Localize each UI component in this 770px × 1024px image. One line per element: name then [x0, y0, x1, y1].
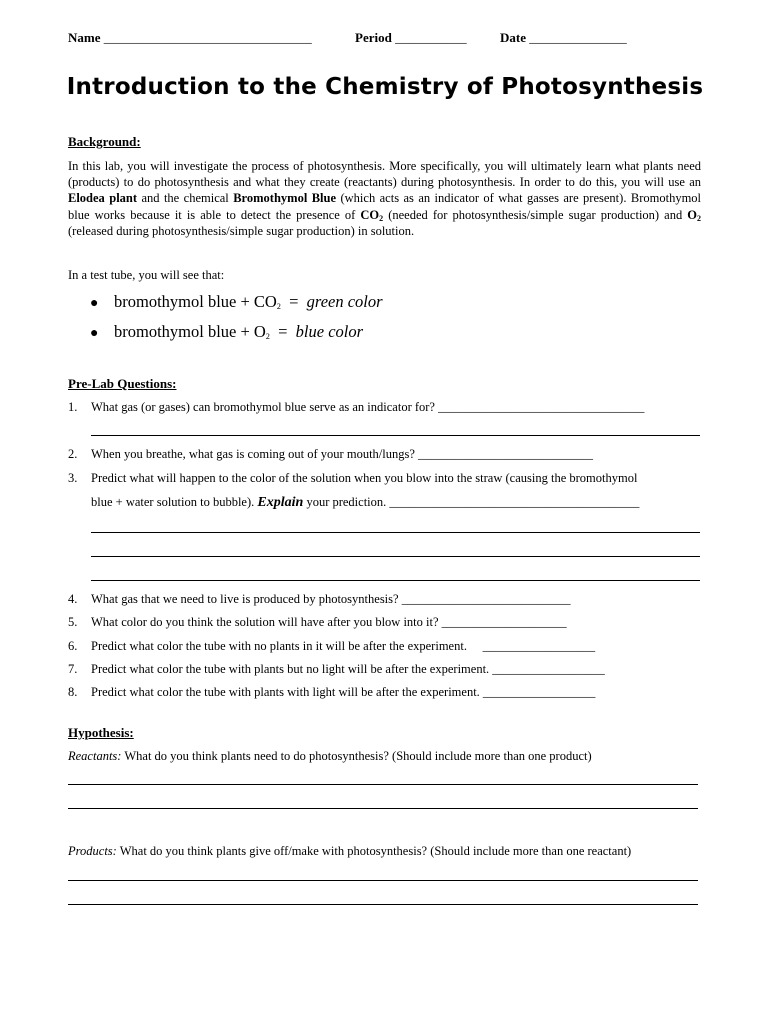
background-text-4: (needed for photosynthesis/simple sugar production) and: [383, 207, 688, 222]
bromothymol-term: Bromothymol Blue: [233, 191, 337, 206]
reactants-prompt: Reactants: What do you think plants need to do photosynthesis? (Should include more than one product): [68, 749, 592, 763]
answer-line-1[interactable]: [91, 435, 700, 436]
page-title: Introduction to the Chemistry of Photosynthesis: [66, 74, 704, 100]
test-tube-intro: In a test tube, you will see that:: [68, 268, 225, 282]
prelab-heading: Pre-Lab Questions:: [68, 376, 177, 391]
bullet-dot-icon: ●: [90, 296, 99, 311]
question-3: Predict what will happen to the color of the solution when you blow into the straw (causing the bromothymol: [91, 471, 638, 485]
period-label: Period: [355, 30, 392, 45]
name-blank[interactable]: ________________________________: [103, 30, 312, 45]
bullet-o2: ● bromothymol blue + $O_2$ = blue color: [90, 322, 364, 341]
question-number: 7.: [68, 662, 78, 676]
date-label: Date: [500, 30, 526, 45]
reactants-label: Reactants:: [68, 749, 122, 763]
question-number: 4.: [68, 592, 78, 606]
reactants-line-1[interactable]: [68, 784, 698, 785]
period-blank[interactable]: ___________: [395, 30, 467, 45]
question-8: Predict what color the tube with plants with light will be after the experiment. __________________: [91, 685, 596, 699]
question-2: When you breathe, what gas is coming out of your mouth/lungs? ____________________________: [91, 447, 594, 461]
name-label: Name: [68, 30, 101, 45]
background-text-1: In this lab, you will investigate the process of photosynthesis. More specifically, you will ultimately learn what plants need (products) to do photosynthesis and what they create (reactants) during photosynthesis. In order to do this, you will use an: [68, 159, 701, 190]
date-field[interactable]: [500, 30, 627, 46]
co2-term: $CO_2$: [360, 207, 384, 223]
reactants-line-2[interactable]: [68, 808, 698, 809]
period-field[interactable]: [355, 30, 467, 46]
background-heading: Background:: [68, 134, 141, 149]
question-6: Predict what color the tube with no plants in it will be after the experiment. __________________: [91, 639, 596, 653]
products-line-2[interactable]: [68, 904, 698, 905]
question-1: What gas (or gases) can bromothymol blue serve as an indicator for? _________________________________: [91, 400, 645, 414]
products-label: Products:: [68, 844, 117, 858]
answer-line-3b[interactable]: [91, 556, 700, 557]
background-text-2: and the chemical: [137, 191, 234, 206]
question-5: What color do you think the solution will have after you blow into it? ____________________: [91, 615, 567, 629]
elodea-term: Elodea plant: [68, 191, 138, 206]
question-7: Predict what color the tube with plants but no light will be after the experiment. __________________: [91, 662, 605, 676]
background-paragraph: [68, 158, 701, 239]
question-number: 6.: [68, 639, 78, 653]
explain-emphasis: Explain: [257, 495, 304, 510]
question-number: 8.: [68, 685, 78, 699]
question-3-continued: blue + water solution to bubble). Explain your prediction. ________________________________________: [91, 495, 640, 510]
background-text-5: (released during photosynthesis/simple sugar production) in solution.: [68, 223, 415, 238]
answer-line-3c[interactable]: [91, 580, 700, 581]
background-text-3: (which acts as an indicator of what gasses are present). Bromothymol blue works because it is able to detect the presence of: [68, 191, 702, 222]
name-field[interactable]: [68, 30, 312, 46]
question-4: What gas that we need to live is produced by photosynthesis? ___________________________: [91, 592, 571, 606]
question-number: 5.: [68, 615, 78, 629]
bullet-co2: ● bromothymol blue + $CO_2$ = green color: [90, 292, 383, 311]
date-blank[interactable]: _______________: [529, 30, 627, 45]
hypothesis-heading: Hypothesis:: [68, 725, 134, 740]
bullet-dot-icon: ●: [90, 326, 99, 341]
question-number: 3.: [68, 471, 78, 485]
question-number: 1.: [68, 400, 78, 414]
products-prompt: Products: What do you think plants give off/make with photosynthesis? (Should include more than one reactant): [68, 844, 632, 858]
o2-term: $O_2$: [687, 207, 701, 223]
question-number: 2.: [68, 447, 78, 461]
answer-line-3a[interactable]: [91, 532, 700, 533]
products-line-1[interactable]: [68, 880, 698, 881]
